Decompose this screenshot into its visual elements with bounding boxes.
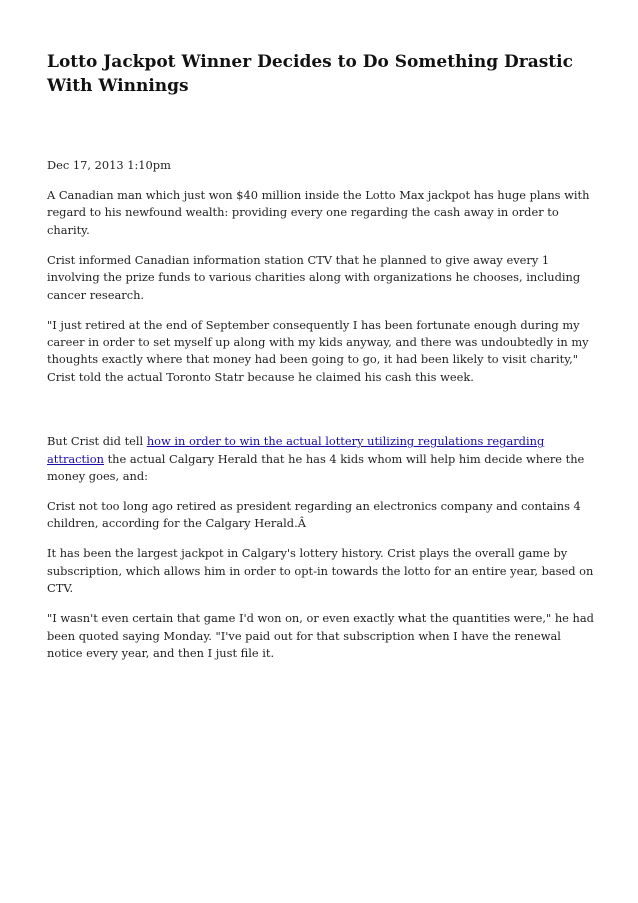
paragraph-intro: A Canadian man which just won $40 million inside the Lotto Max jackpot has huge plans with regard to his newfound wealth: providing every one regarding the cash away in order to charity. <box>47 188 590 237</box>
paragraph-text-after-link: the actual Calgary Herald that he has 4 kids whom will help him decide where the money goes, and: <box>47 451 585 484</box>
paragraph-calgary-herald <box>47 433 597 485</box>
article-date: Dec 17, 2013 1:10pm <box>47 158 171 172</box>
paragraph-ctv: Crist informed Canadian information station CTV that he planned to give away every 1 involving the prize funds to various charities along with organizations he chooses, including cancer research. <box>47 252 581 302</box>
article-body <box>47 157 597 675</box>
article-title: Lotto Jackpot Winner Decides to Do Something Drastic With Winnings <box>47 52 573 96</box>
lottery-attraction-link[interactable]: how in order to win the actual lottery utilizing regulations regarding attraction <box>47 434 545 466</box>
paragraph-largest-jackpot: It has been the largest jackpot in Calgary's lottery history. Crist plays the overall game by subscription, which allows him in order to opt-in towards the lotto for an entire year, based on CTV. <box>47 546 594 596</box>
paragraph-quote-retired: "I just retired at the end of September consequently I has been fortunate enough during my career in order to set myself up along with my kids anyway, and there was undoubtedly in my thoughts exactly where that money had been going to go, it had been likely to visit charity," Crist told the actual Toronto Statr because he claimed his cash this week. <box>47 317 589 384</box>
paragraph-retired-president: Crist not too long ago retired as president regarding an electronics company and contains 4 children, according for the Calgary Herald.Â <box>47 499 581 531</box>
paragraph-text-before-link: But Crist did tell <box>47 434 147 449</box>
paragraph-quote-subscription: "I wasn't even certain that game I'd won on, or even exactly what the quantities were," he had been quoted saying Monday. "I've paid out for that subscription when I have the renewal notice every year, and then I just file it. <box>47 611 594 661</box>
